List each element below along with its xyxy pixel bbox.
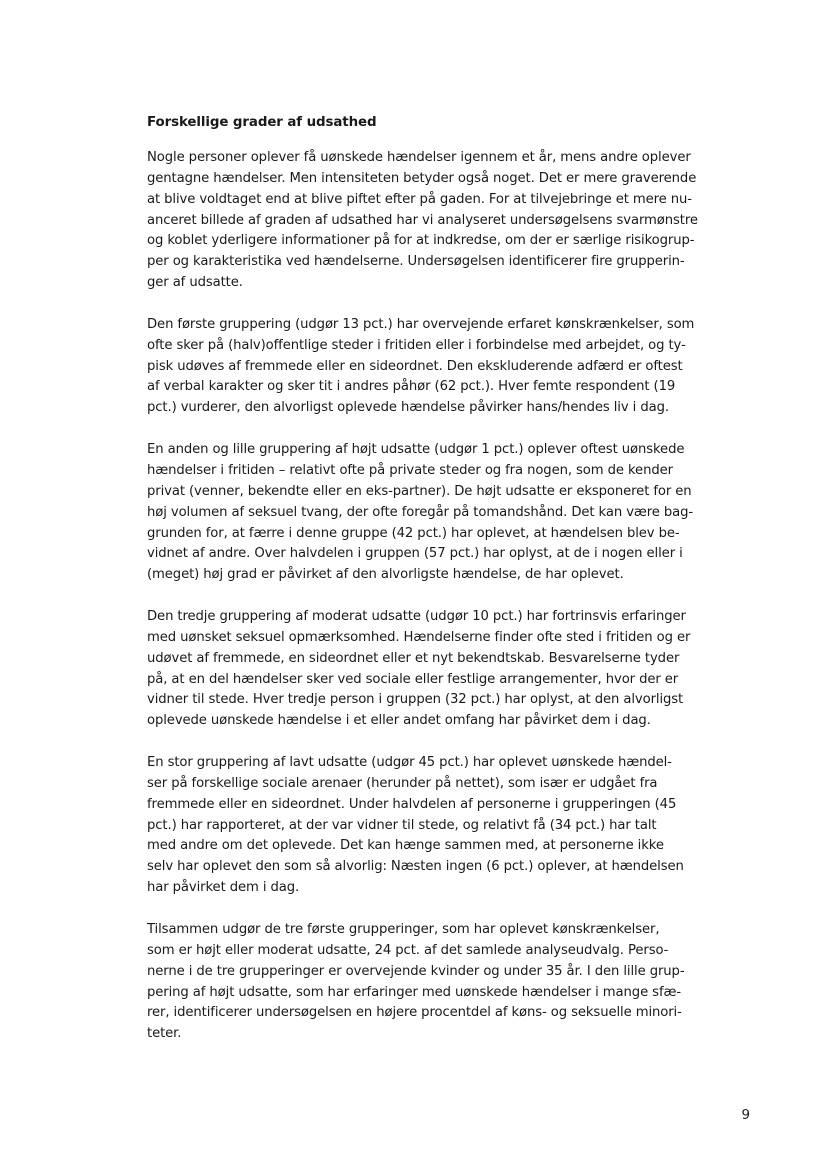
paragraph-second-grouping [147, 440, 703, 586]
text-line: vidner til stede. Hver tredje person i gruppen (32 pct.) har oplyst, at den alvorligst [147, 692, 684, 708]
text-line: rer, identificerer undersøgelsen en højere procentdel af køns- og seksuelle minori- [147, 1005, 682, 1021]
text-line: En stor gruppering af lavt udsatte (udgør 45 pct.) har oplevet uønskede hændel- [147, 755, 672, 771]
text-line: pct.) vurderer, den alvorligst oplevede hændelse påvirker hans/hendes liv i dag. [147, 400, 669, 416]
text-line: (meget) høj grad er påvirket af den alvorligste hændelse, de har oplevet. [147, 567, 624, 583]
paragraph-third-grouping [147, 607, 703, 732]
text-line: pisk udøves af fremmede eller en sideordnet. Den ekskluderende adfærd er oftest [147, 358, 683, 374]
text-line: vidnet af andre. Over halvdelen i gruppen (57 pct.) har oplyst, at de i nogen eller i [147, 546, 683, 562]
text-line: Den tredje gruppering af moderat udsatte (udgør 10 pct.) har fortrinsvis erfaringer [147, 609, 686, 625]
text-line: pct.) har rapporteret, at der var vidner til stede, og relativt få (34 pct.) har talt [147, 817, 657, 833]
text-line: hændelser i fritiden – relativt ofte på private steder og fra nogen, som de kender [147, 462, 673, 478]
page-number: 9 [741, 1108, 750, 1123]
text-line: har påvirket dem i dag. [147, 880, 300, 896]
text-line: udøvet af fremmede, en sideordnet eller et nyt bekendtskab. Besvarelserne tyder [147, 650, 680, 666]
text-line: på, at en del hændelser sker ved sociale eller festlige arrangementer, hvor der er [147, 671, 679, 687]
text-line: ofte sker på (halv)offentlige steder i fritiden eller i forbindelse med arbejdet, og ty- [147, 337, 686, 353]
text-line: nerne i de tre grupperinger er overvejende kvinder og under 35 år. I den lille grup- [147, 963, 685, 979]
text-line: ser på forskellige sociale arenaer (herunder på nettet), som især er udgået fra [147, 775, 658, 791]
text-line: Den første gruppering (udgør 13 pct.) har overvejende erfaret kønskrænkelser, som [147, 316, 695, 332]
text-line: gentagne hændelser. Men intensiteten betyder også noget. Det er mere graverende [147, 170, 697, 186]
text-line: per og karakteristika ved hændelserne. Undersøgelsen identificerer fire grupperin- [147, 254, 685, 270]
text-line: høj volumen af seksuel tvang, der ofte foregår på tomandshånd. Det kan være bag- [147, 504, 694, 520]
text-line: En anden og lille gruppering af højt udsatte (udgør 1 pct.) oplever oftest uønskede [147, 442, 685, 458]
text-line: oplevede uønskede hændelse i et eller andet omfang har påvirket dem i dag. [147, 713, 651, 729]
text-line: med andre om det oplevede. Det kan hænge sammen med, at personerne ikke [147, 838, 664, 854]
text-line: selv har oplevet den som så alvorlig: Næsten ingen (6 pct.) oplever, at hændelsen [147, 859, 684, 875]
text-line: privat (venner, bekendte eller en eks-partner). De højt udsatte er eksponeret for en [147, 483, 692, 499]
text-line: grunden for, at færre i denne gruppe (42 pct.) har oplevet, at hændelsen blev be- [147, 525, 680, 541]
text-line: anceret billede af graden af udsathed har vi analyseret undersøgelsens svarmønstre [147, 212, 698, 228]
paragraph-intro [147, 148, 703, 294]
text-line: pering af højt udsatte, som har erfaringer med uønskede hændelser i mange sfæ- [147, 984, 681, 1000]
text-line: med uønsket seksuel opmærksomhed. Hændelserne finder ofte sted i fritiden og er [147, 629, 691, 645]
text-line: Nogle personer oplever få uønskede hændelser igennem et år, mens andre oplever [147, 150, 691, 165]
text-line: ger af udsatte. [147, 275, 243, 291]
paragraph-summary [147, 920, 703, 1045]
section-heading: Forskellige grader af udsathed [147, 115, 377, 130]
text-line: som er højt eller moderat udsatte, 24 pct. af det samlede analyseudvalg. Perso- [147, 942, 669, 958]
text-line: af verbal karakter og sker tit i andres påhør (62 pct.). Hver femte respondent (19 [147, 379, 676, 395]
paragraph-fourth-grouping [147, 753, 703, 899]
paragraph-first-grouping [147, 315, 703, 419]
text-line: teter. [147, 1026, 182, 1042]
document-body [147, 113, 703, 1066]
text-line: og koblet yderligere informationer på for at indkredse, om der er særlige risikogrup- [147, 233, 695, 249]
text-line: fremmede eller en sideordnet. Under halvdelen af personerne i grupperingen (45 [147, 796, 677, 812]
text-line: at blive voldtaget end at blive piftet efter på gaden. For at tilvejebringe et mere nu- [147, 191, 692, 207]
text-line: Tilsammen udgør de tre første grupperinger, som har oplevet kønskrænkelser, [147, 922, 660, 937]
